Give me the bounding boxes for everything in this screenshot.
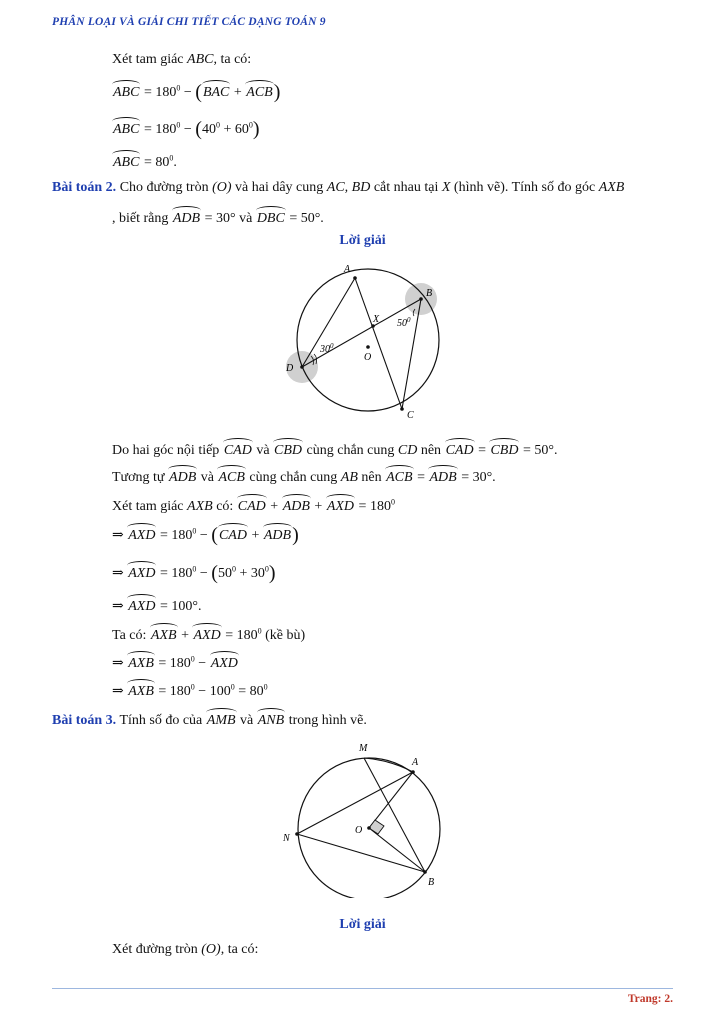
sol2-line-2: Tương tự ADB và ACB cùng chắn cung AB nên ACB = ADB = 30°. (112, 467, 496, 486)
fig2-label-n: N (283, 833, 290, 844)
figure-1 (270, 256, 470, 426)
page-number: Trang: 2. (627, 993, 673, 1005)
equation-1: ABC = $180^0 - (BAC + ACB)$ (113, 81, 281, 103)
fig2-label-o: O (355, 825, 363, 836)
sol2-line-6: ⇒ AXD = 100°. (112, 596, 201, 615)
last-line: Xét đường tròn (O), ta có: (112, 942, 259, 957)
fig2-label-a: A (412, 757, 419, 768)
fig2-label-b: B (428, 877, 435, 888)
fig1-label-b: B (426, 288, 433, 299)
fig1-angle-b: $50^0$ (397, 316, 411, 329)
problem-2-statement-cont: , biết rằng ADB = 30° và DBC = 50°. (112, 208, 324, 227)
solution-title-2: Lời giải (339, 917, 386, 932)
problem-2-statement: Bài toán 2. Cho đường tròn (O) và hai dây cung AC, BD cắt nhau tại X (hình vẽ). Tính số đo góc AXB (52, 180, 625, 195)
fig2-label-m: M (359, 743, 368, 754)
sol2-line-5: ⇒ AXD = $180^0 - (50^0 + 30^0)$ (112, 562, 276, 584)
intro-line: Xét tam giác ABC, ta có: (112, 52, 252, 67)
fig1-angle-d: $30^0$ (320, 342, 334, 355)
equation-3: ABC = $80^0$. (113, 153, 177, 170)
sol2-line-4: ⇒ AXD = $180^0 - (CAD + ADB)$ (112, 524, 299, 546)
fig1-label-d: D (286, 363, 294, 374)
fig1-label-a: A (344, 264, 351, 275)
fig1-label-c: C (407, 410, 414, 421)
sol2-line-8: ⇒ AXB = $180^0$ − AXD (112, 654, 238, 671)
figure-2 (272, 738, 472, 898)
sol2-line-7: Ta có: AXB + AXD = $180^0$ (kề bù) (112, 626, 306, 643)
equation-2: ABC = $180^0 - (40^0 + 60^0)$ (113, 118, 260, 140)
sol2-line-1: Do hai góc nội tiếp CAD và CBD cùng chắn cung CD nên CAD = CBD = 50°. (112, 440, 557, 459)
fig1-label-x: X (373, 314, 380, 325)
page-header: PHÂN LOẠI VÀ GIẢI CHI TIẾT CÁC DẠNG TOÁN 9 (52, 16, 326, 28)
problem-3-statement: Bài toán 3. Tính số đo của AMB và ANB trong hình vẽ. (52, 710, 367, 729)
footer-divider (52, 988, 673, 989)
fig1-label-o: O (364, 352, 372, 363)
sol2-line-3: Xét tam giác AXB có: CAD + ADB + AXD = $180^0$ (112, 497, 395, 514)
sol2-line-9: ⇒ AXB = $180^0 - 100^0 = 80^0$ (112, 682, 268, 699)
solution-title-1: Lời giải (339, 233, 386, 248)
